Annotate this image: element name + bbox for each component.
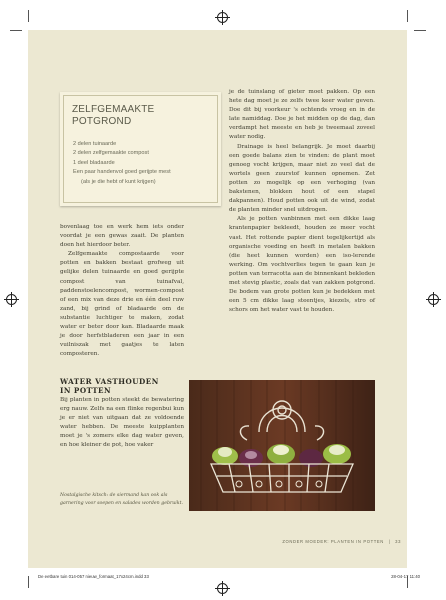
recipe-title-line-1: ZELFGEMAAKTE xyxy=(72,104,155,115)
recipe-ingredient: Een paar handenvol goed gerijpte mest xyxy=(73,169,171,176)
footer-separator: | xyxy=(388,539,391,544)
paragraph: Bij planten in potten steekt de bewatering erg nauw. Zelfs na een flinke regenbui kun je er niet van uitgaan dat ze voldoende water hebben. De meeste kuipplanten moet je 's zomers elke dag water geven, en hoe kleiner de pot, hoe vaker xyxy=(60,397,184,449)
crop-mark xyxy=(28,576,29,588)
section-body-text xyxy=(60,396,184,451)
page-footer xyxy=(282,539,401,544)
photo-caption: Nostalgische kitsch: de siermand kan ook als garnering voor soepen en salades worden gebruikt. xyxy=(60,493,183,506)
right-column-text xyxy=(229,88,375,315)
recipe-title-line-2: POTGROND xyxy=(72,116,132,127)
crop-mark xyxy=(407,10,408,22)
registration-mark-top xyxy=(217,12,228,23)
section-heading xyxy=(60,377,159,395)
recipe-ingredient-list xyxy=(73,140,171,187)
running-title: ZONDER MOEDER: PLANTEN IN POTTEN xyxy=(282,539,384,544)
recipe-title xyxy=(72,104,154,128)
registration-mark-left xyxy=(6,294,17,305)
paragraph: Als je potten vanbinnen met een dikke laag krantenpapier bekleedt, houden ze meer vocht vast. Het rottende papier dient tegelijkertijd als organische voeding en heeft in metalen bakken (die heet kunnen worden) een iso-lerende werking. Om vochtverlies tegen te gaan kun je potten van terracotta aan de binnenkant bekleden met stevig plastic, zoals dat van zakken potgrond. De bodem van grote potten kun je bedekken met een 5 cm dikke laag steentjes, kiezels, stro of schors om het water vast te houden. xyxy=(229,216,375,314)
paragraph: je de tuinslang of gieter moet pakken. Op een hete dag moet je ze zelfs twee keer water geven. Doe dit bij voorkeur 's ochtends vroeg en in de late namiddag. Doe je het midden op de dag, dan verdampt het meeste en heb je tweemaal zoveel water nodig. xyxy=(229,89,375,141)
recipe-ingredient: 1 deel bladaarde xyxy=(73,159,115,166)
left-column-text xyxy=(60,223,184,359)
registration-mark-right xyxy=(428,294,439,305)
print-slug-datetime: 28-04-17 11:40 xyxy=(391,574,420,579)
paragraph: Zelfgemaakte compostaarde voor potten en bakken bestaat grofweg uit gelijke delen tuinaarde en goed gerijpte compost van tuinafval, paddenstoelencompost, wormen-compost of een mix van deze drie en één deel ruw zand, bij grind of bladaarde om de substantie luchtiger te maken, zodat water er beter door kan. Bladaarde maak je door herfstbladeren een jaar in een vuilniszak met gaatjes te laten composteren. xyxy=(60,251,184,358)
recipe-box xyxy=(60,92,221,206)
crop-mark xyxy=(28,10,29,22)
section-heading-line-1: WATER VASTHOUDEN xyxy=(60,377,159,386)
registration-mark-bottom xyxy=(217,583,228,594)
page-number: 33 xyxy=(395,539,401,544)
recipe-ingredient: (als je die hebt of kunt krijgen) xyxy=(81,178,156,185)
recipe-ingredient: 2 delen zelfgemaakte compost xyxy=(73,150,149,157)
crop-mark xyxy=(414,30,426,31)
paragraph: Drainage is heel belangrijk. Je moet daarbij een goede balans zien te vinden: de plant moet genoeg vocht krijgen, maar niet zo veel dat de wortels geen zuurstof kunnen opnemen. Zet potten zo mogelijk op een verhoging (van bakstenen, blokken hout of een stapel dakpannen). Houd potten ook uit de wind, zodat de planten minder snel uitdrogen. xyxy=(229,143,375,214)
paragraph: bovenlaag toe en werk hem iets onder voordat je een gewas zaait. De planten doen het hierdoor beter. xyxy=(60,224,184,249)
print-slug-file: De eetbare tuin 014-057 nieuw_formaat_17x24cm.indd 33 xyxy=(38,574,149,579)
photo-wire-basket-plants xyxy=(189,380,375,511)
crop-mark xyxy=(10,30,22,31)
recipe-ingredient: 2 delen tuinaarde xyxy=(73,141,117,147)
section-heading-line-2: IN POTTEN xyxy=(60,386,112,395)
